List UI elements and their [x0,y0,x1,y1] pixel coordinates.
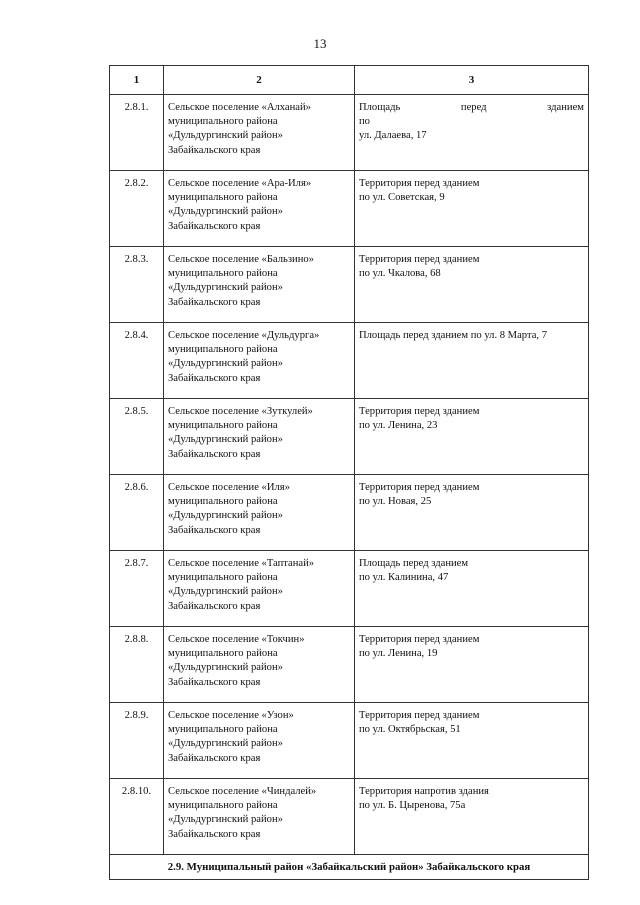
location-line-rest: по ул. Б. Цыренова, 75а [359,800,466,812]
location-cell [355,779,589,855]
column-header-1: 1 [110,66,164,95]
section-heading: 2.9. Муниципальный район «Забайкальский район» Забайкальского края [110,855,589,880]
location-line-1: Территория перед зданием [359,634,480,645]
column-header-3: 3 [355,66,589,95]
location-line-1: Площадь перед зданием по ул. 8 Марта, 7 [359,330,548,341]
settlement-name: Сельское поселение «Таптанай» муниципального района «Дульдургинский район» Забайкальского края [164,551,355,627]
table-row [110,475,589,551]
row-number: 2.8.8. [110,627,164,703]
table-row [110,779,589,855]
location-cell [355,95,589,171]
table-row [110,627,589,703]
location-line-1: Территория перед зданием [359,710,480,721]
location-line-rest: по ул. Калинина, 47 [359,572,449,584]
location-cell [355,551,589,627]
column-header-2: 2 [164,66,355,95]
location-cell [355,627,589,703]
location-line-rest: по ул. Советская, 9 [359,192,445,204]
location-line-1: Территория перед зданием [359,178,480,189]
row-number: 2.8.5. [110,399,164,475]
location-line-1: Территория перед зданием [359,406,480,417]
table-row [110,703,589,779]
row-number: 2.8.9. [110,703,164,779]
table-row [110,323,589,399]
row-number: 2.8.6. [110,475,164,551]
table-row [110,399,589,475]
location-line-1: Территория напротив здания [359,786,489,797]
page-number: 13 [313,36,327,51]
settlement-name: Сельское поселение «Ара-Иля» муниципального района «Дульдургинский район» Забайкальского края [164,171,355,247]
table-header-row [110,66,589,95]
settlements-table [109,65,589,880]
location-line-1: Площадь перед зданием [359,102,584,113]
row-number: 2.8.2. [110,171,164,247]
location-cell [355,399,589,475]
location-cell [355,323,589,399]
location-line-rest: по ул. Далаева, 17 [359,116,427,142]
location-cell [355,171,589,247]
section-heading-row [110,855,589,880]
settlement-name: Сельское поселение «Алханай» муниципального района «Дульдургинский район» Забайкальского края [164,95,355,171]
location-line-1: Площадь перед зданием [359,558,469,569]
settlement-name: Сельское поселение «Узон» муниципального района «Дульдургинский район» Забайкальского края [164,703,355,779]
settlement-name: Сельское поселение «Зуткулей» муниципального района «Дульдургинский район» Забайкальского края [164,399,355,475]
location-line-rest: по ул. Чкалова, 68 [359,268,441,280]
table-row [110,247,589,323]
row-number: 2.8.7. [110,551,164,627]
row-number: 2.8.10. [110,779,164,855]
row-number: 2.8.3. [110,247,164,323]
location-cell [355,703,589,779]
row-number: 2.8.4. [110,323,164,399]
settlement-name: Сельское поселение «Иля» муниципального района «Дульдургинский район» Забайкальского края [164,475,355,551]
settlement-name: Сельское поселение «Бальзино» муниципального района «Дульдургинский район» Забайкальского края [164,247,355,323]
settlement-name: Сельское поселение «Токчин» муниципального района «Дульдургинский район» Забайкальского края [164,627,355,703]
location-cell [355,247,589,323]
location-line-rest: по ул. Ленина, 23 [359,420,438,432]
location-cell [355,475,589,551]
row-number: 2.8.1. [110,95,164,171]
table-row [110,95,589,171]
settlement-name: Сельское поселение «Чиндалей» муниципального района «Дульдургинский район» Забайкальского края [164,779,355,855]
location-line-rest: по ул. Октябрьская, 51 [359,724,461,736]
location-line-1: Территория перед зданием [359,482,480,493]
location-line-rest: по ул. Новая, 25 [359,496,432,508]
location-line-rest: по ул. Ленина, 19 [359,648,438,660]
table-row [110,551,589,627]
location-line-1: Территория перед зданием [359,254,480,265]
settlement-name: Сельское поселение «Дульдурга» муниципального района «Дульдургинский район» Забайкальского края [164,323,355,399]
table-row [110,171,589,247]
